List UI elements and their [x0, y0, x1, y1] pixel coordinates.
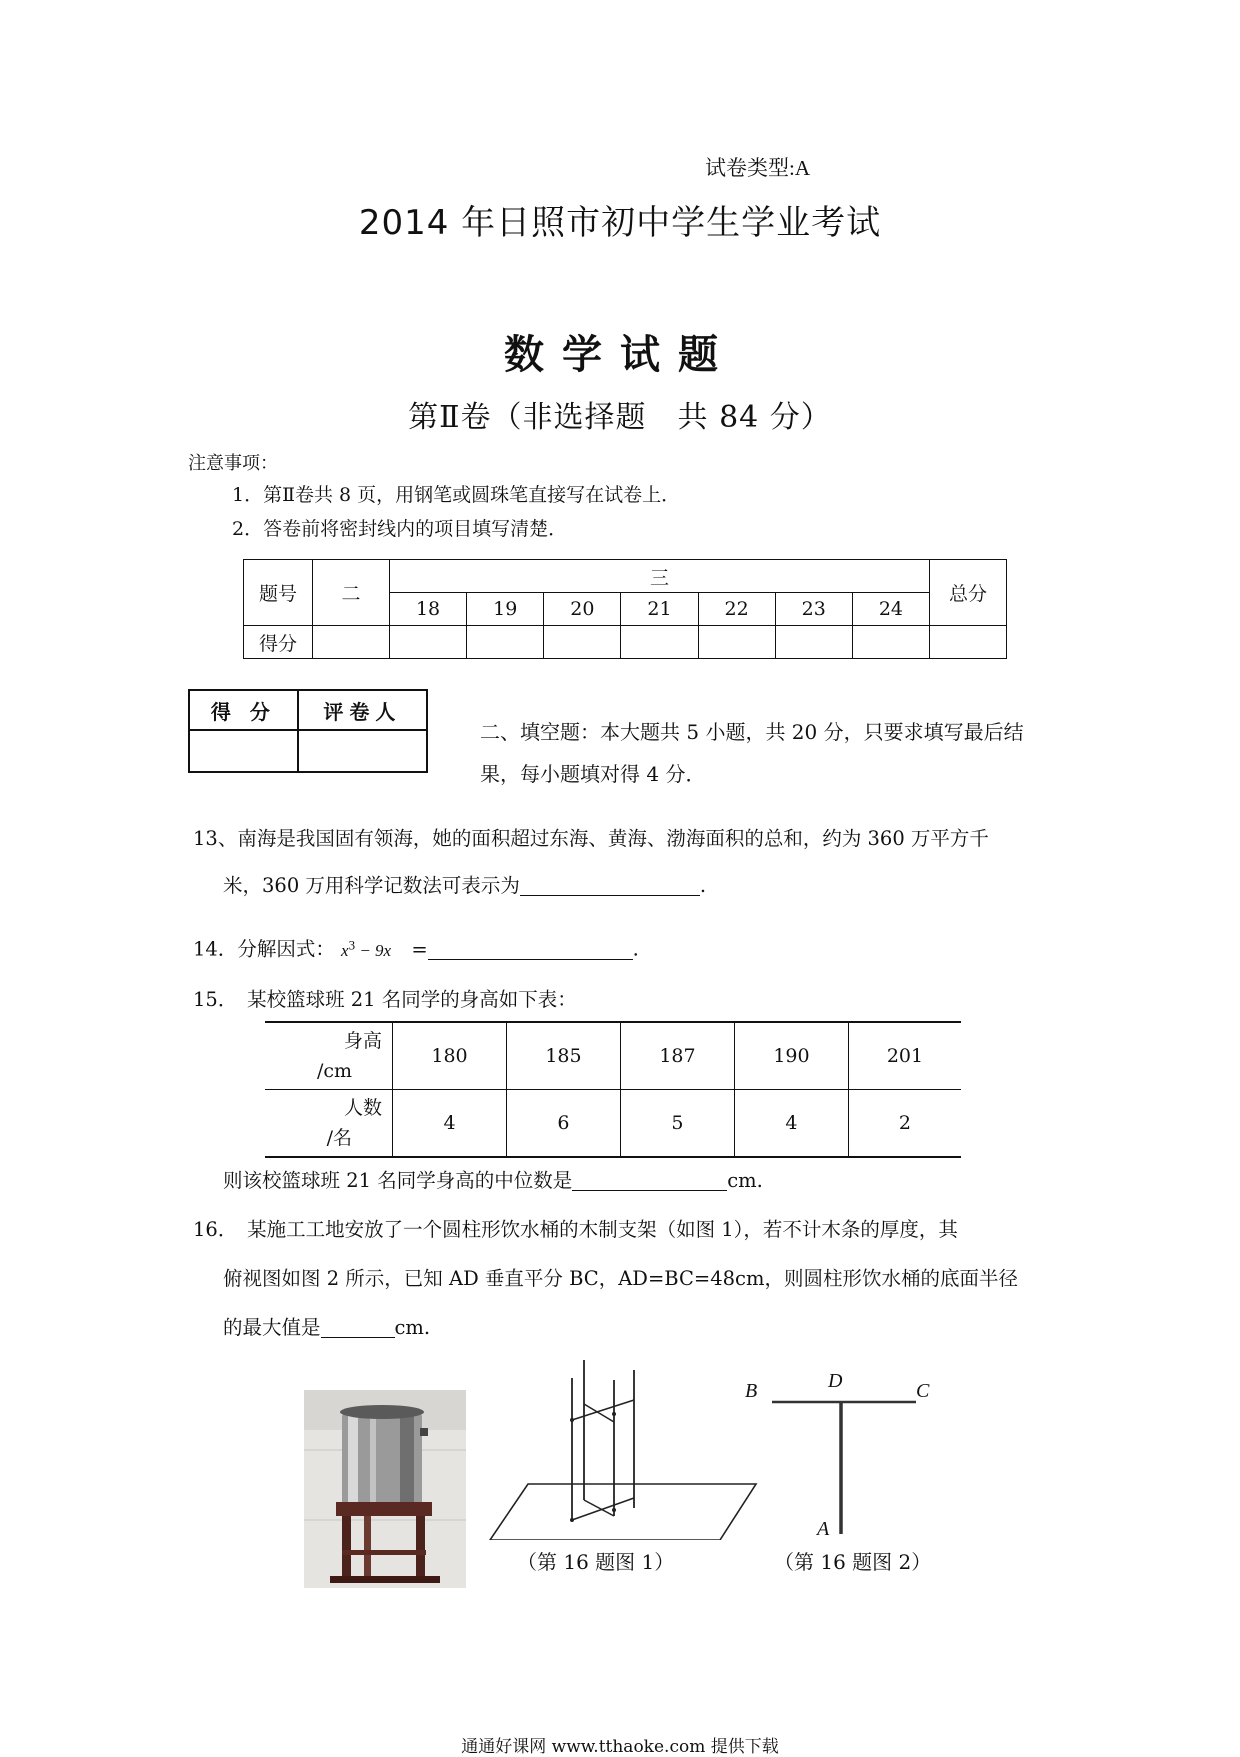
score-cell[interactable]: [467, 626, 544, 659]
question-16-unit: cm.: [394, 1316, 431, 1339]
question-14-end: .: [632, 937, 639, 961]
section-intro: 二、填空题：本大题共 5 小题，共 20 分，只要求填写最后结果，每小题填对得 4 分．: [480, 720, 1024, 786]
question-col: 22: [698, 593, 775, 626]
question-col: 19: [467, 593, 544, 626]
volume-title: 第Ⅱ卷（非选择题 共 84 分）: [408, 400, 832, 435]
count-value: 2: [848, 1090, 961, 1158]
exam-title: 2014 年日照市初中学生学业考试: [358, 203, 882, 243]
score-cell[interactable]: [390, 626, 467, 659]
question-16-line3: [223, 1304, 1093, 1351]
note-item: 2．答卷前将密封线内的项目填写清楚．: [232, 518, 568, 540]
score-cell[interactable]: [852, 626, 929, 659]
section-two-header: 二: [313, 560, 390, 626]
question-col: 18: [390, 593, 467, 626]
count-value: 6: [506, 1090, 620, 1158]
height-value: 187: [620, 1022, 734, 1090]
question-13-text: 米，360 万用科学记数法可表示为: [223, 874, 520, 897]
water-bucket-photo: [304, 1390, 466, 1588]
question-14-prefix: 14．分解因式：: [193, 937, 335, 961]
height-value: 180: [393, 1022, 507, 1090]
score-table: [243, 559, 1007, 659]
label-b: B: [745, 1380, 758, 1402]
grader-name-cell[interactable]: [298, 730, 427, 772]
score-cell[interactable]: [313, 626, 390, 659]
section-three-header: 三: [390, 560, 930, 593]
figure-2-top-view-diagram: [740, 1372, 940, 1542]
score-cell[interactable]: [698, 626, 775, 659]
grader-table: [188, 689, 428, 773]
question-number-label: 题号: [244, 560, 313, 626]
question-15-answer-text: 则该校篮球班 21 名同学身高的中位数是: [223, 1169, 573, 1192]
question-15-unit: cm.: [727, 1169, 763, 1192]
figure-2-caption: （第 16 题图 2）: [774, 1550, 932, 1574]
question-16-text: 的最大值是: [223, 1316, 321, 1339]
grader-score-cell[interactable]: [189, 730, 298, 772]
grader-score-label: 得 分: [189, 690, 298, 730]
label-a: A: [817, 1518, 830, 1540]
equals-sign: =: [411, 937, 428, 961]
question-15-intro: 15． 某校篮球班 21 名同学的身高如下表：: [193, 988, 577, 1011]
count-value: 4: [393, 1090, 507, 1158]
question-13-end: .: [699, 874, 707, 897]
question-col: 21: [621, 593, 698, 626]
figure-1-stand-diagram: [488, 1360, 758, 1540]
score-cell[interactable]: [775, 626, 852, 659]
score-row-label: 得分: [244, 626, 313, 659]
answer-blank-15[interactable]: [572, 1168, 727, 1191]
subject-title: 数学试题: [504, 332, 736, 378]
grader-name-label: 评卷人: [298, 690, 427, 730]
paper-type: 试卷类型:A: [705, 156, 810, 180]
question-15-answer: [223, 1157, 1093, 1204]
height-table: [265, 1021, 961, 1158]
question-col: 23: [775, 593, 852, 626]
answer-blank-16[interactable]: [321, 1315, 395, 1338]
question-16-line2: 俯视图如图 2 所示，已知 AD 垂直平分 BC，AD=BC=48cm，则圆柱形饮水桶的底面半径: [223, 1267, 1018, 1290]
notes-title: 注意事项：: [188, 453, 278, 474]
count-value: 5: [620, 1090, 734, 1158]
height-value: 190: [734, 1022, 848, 1090]
score-cell[interactable]: [544, 626, 621, 659]
score-cell[interactable]: [621, 626, 698, 659]
question-13-line2: [223, 862, 1093, 909]
height-value: 201: [848, 1022, 961, 1090]
footer: 通通好课网 www.tthaoke.com 提供下载: [461, 1737, 779, 1757]
question-col: 24: [852, 593, 929, 626]
question-13-line1: 13、南海是我国固有领海，她的面积超过东海、黄海、渤海面积的总和，约为 360 万平方千: [193, 827, 989, 850]
height-row-label: 身高 /cm: [265, 1022, 393, 1090]
score-cell[interactable]: [930, 626, 1007, 659]
answer-blank-14[interactable]: [428, 937, 633, 960]
label-d: D: [828, 1370, 843, 1392]
figure-1-caption: （第 16 题图 1）: [517, 1550, 675, 1574]
question-16-line1: 16． 某施工工地安放了一个圆柱形饮水桶的木制支架（如图 1），若不计木条的厚度，其: [193, 1218, 958, 1241]
height-value: 185: [506, 1022, 620, 1090]
answer-blank-13[interactable]: [520, 873, 700, 896]
total-header: 总分: [930, 560, 1007, 626]
count-value: 4: [734, 1090, 848, 1158]
note-item: 1．第Ⅱ卷共 8 页，用钢笔或圆珠笔直接写在试卷上．: [232, 484, 681, 506]
question-14: [193, 921, 1063, 974]
question-col: 20: [544, 593, 621, 626]
count-row-label: 人数 /名: [265, 1090, 393, 1158]
label-c: C: [916, 1380, 930, 1402]
question-14-expression: $x^3 - 9x$: [341, 937, 392, 960]
